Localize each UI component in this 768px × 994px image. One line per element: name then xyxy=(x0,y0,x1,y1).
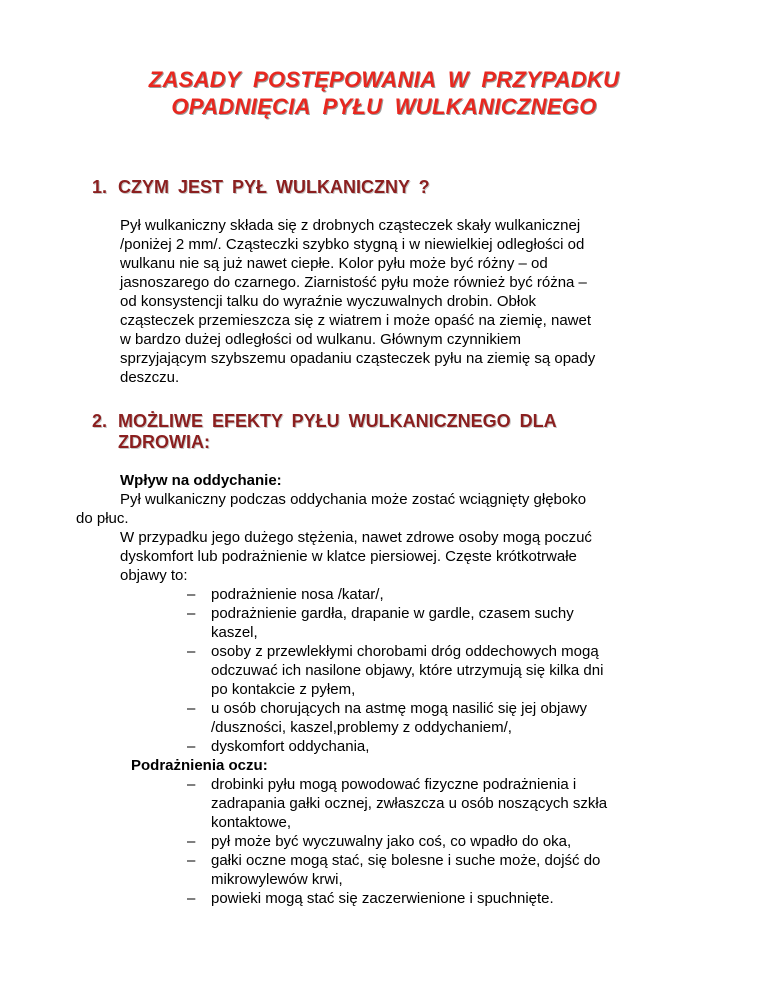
eyes-subheading: Podrażnienia oczu: xyxy=(131,757,268,774)
section-2-heading xyxy=(92,411,692,453)
section-2-heading-line-2: ZDROWIA: xyxy=(118,432,210,452)
paragraph-line: sprzyjającym szybszemu opadaniu cząsteczek pyłu na ziemię są opady xyxy=(120,350,596,367)
list-item-line: dyskomfort oddychania, xyxy=(211,738,370,755)
paragraph-line: deszczu. xyxy=(120,369,180,386)
list-item-line: /duszności, kaszel,problemy z oddychaniem/, xyxy=(211,719,512,736)
list-item xyxy=(187,604,711,642)
list-item-line: zadrapania gałki ocznej, zwłaszcza u osób noszących szkła xyxy=(211,795,608,812)
paragraph-line: w bardzo dużej odległości od wulkanu. Głównym czynnikiem xyxy=(120,331,522,348)
list-item xyxy=(187,889,711,908)
document-title xyxy=(0,66,768,120)
list-item-line: pył może być wyczuwalny jako coś, co wpadło do oka, xyxy=(211,833,572,850)
list-item xyxy=(187,851,711,889)
breathing-subheading: Wpływ na oddychanie: xyxy=(120,472,282,489)
section-2-heading-line-1: MOŻLIWE EFEKTY PYŁU WULKANICZNEGO DLA xyxy=(118,411,557,431)
section-1-number: 1. xyxy=(92,177,108,197)
paragraph-line: Pył wulkaniczny składa się z drobnych cząsteczek skały wulkanicznej xyxy=(120,217,581,234)
dash-bullet: – xyxy=(187,605,196,622)
list-item-line: osoby z przewlekłymi chorobami dróg oddechowych mogą xyxy=(211,643,599,660)
list-item-line: kontaktowe, xyxy=(211,814,292,831)
list-item-line: u osób chorujących na astmę mogą nasilić się jej objawy xyxy=(211,700,588,717)
paragraph-line: do płuc. xyxy=(76,510,129,527)
paragraph-line: W przypadku jego dużego stężenia, nawet zdrowe osoby mogą poczuć xyxy=(120,529,592,546)
list-item xyxy=(187,699,711,737)
paragraph-line: jasnoszarego do czarnego. Ziarnistość pyłu może również być różna – xyxy=(120,274,587,291)
paragraph-line: od konsystencji talku do wyraźnie wyczuwalnych drobin. Obłok xyxy=(120,293,537,310)
list-item-line: gałki oczne mogą stać, się bolesne i suche może, dojść do xyxy=(211,852,601,869)
section-1-heading xyxy=(92,177,692,198)
title-line-2: OPADNIĘCIA PYŁU WULKANICZNEGO xyxy=(171,94,597,119)
list-item xyxy=(187,737,711,756)
list-item xyxy=(187,642,711,699)
dash-bullet: – xyxy=(187,700,196,717)
dash-bullet: – xyxy=(187,890,196,907)
dash-bullet: – xyxy=(187,833,196,850)
paragraph-line: /poniżej 2 mm/. Cząsteczki szybko stygną i w niewielkiej odległości od xyxy=(120,236,585,253)
list-item-line: kaszel, xyxy=(211,624,258,641)
list-item xyxy=(187,775,711,832)
paragraph-line: Pył wulkaniczny podczas oddychania może zostać wciągnięty głęboko xyxy=(120,491,587,508)
list-item-line: po kontakcie z pyłem, xyxy=(211,681,356,698)
dash-bullet: – xyxy=(187,852,196,869)
list-item xyxy=(187,585,711,604)
paragraph-line: wulkanu nie są już nawet ciepłe. Kolor pyłu może być różny – od xyxy=(120,255,548,272)
list-item-line: podrażnienie gardła, drapanie w gardle, czasem suchy xyxy=(211,605,574,622)
list-item xyxy=(187,832,711,851)
list-item-line: mikrowylewów krwi, xyxy=(211,871,343,888)
dash-bullet: – xyxy=(187,776,196,793)
list-item-line: odczuwać ich nasilone objawy, które utrzymują się kilka dni xyxy=(211,662,604,679)
section-2-body xyxy=(0,471,768,908)
list-item-line: podrażnienie nosa /katar/, xyxy=(211,586,384,603)
list-item-line: powieki mogą stać się zaczerwienione i spuchnięte. xyxy=(211,890,554,907)
paragraph-line: cząsteczek przemieszcza się z wiatrem i może opaść na ziemię, nawet xyxy=(120,312,592,329)
paragraph-line: dyskomfort lub podrażnienie w klatce piersiowej. Częste krótkotrwałe xyxy=(120,548,577,565)
list-item-line: drobinki pyłu mogą powodować fizyczne podrażnienia i xyxy=(211,776,577,793)
section-1-heading-text: CZYM JEST PYŁ WULKANICZNY ? xyxy=(118,177,430,197)
section-2-number: 2. xyxy=(92,411,108,431)
dash-bullet: – xyxy=(187,738,196,755)
title-line-1: ZASADY POSTĘPOWANIA W PRZYPADKU xyxy=(148,67,620,92)
dash-bullet: – xyxy=(187,586,196,603)
paragraph-line: objawy to: xyxy=(120,567,188,584)
dash-bullet: – xyxy=(187,643,196,660)
section-1-paragraph xyxy=(120,216,700,387)
